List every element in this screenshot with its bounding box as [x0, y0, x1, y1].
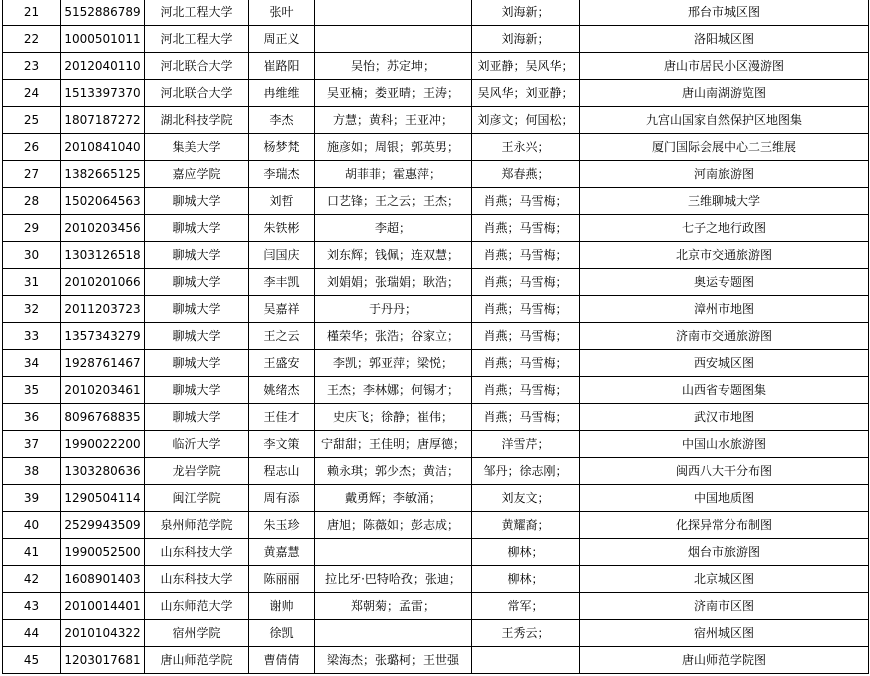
row-number-cell: 42 — [3, 566, 61, 593]
entry-id-cell: 2010104322 — [61, 620, 145, 647]
work-title-cell: 烟台市旅游图 — [580, 539, 869, 566]
row-number-cell: 21 — [3, 0, 61, 26]
members-cell: 刘娟娟；张瑞娟；耿浩； — [315, 269, 472, 296]
advisors-cell: 肖燕；马雪梅； — [472, 404, 580, 431]
row-number-cell: 27 — [3, 161, 61, 188]
entry-id-cell: 8096768835 — [61, 404, 145, 431]
members-cell: 戴勇辉；李敏涌； — [315, 485, 472, 512]
table-row — [3, 296, 869, 323]
advisors-cell: 郑春燕； — [472, 161, 580, 188]
advisors-cell: 常军； — [472, 593, 580, 620]
leader-cell: 李瑞杰 — [249, 161, 315, 188]
table-row — [3, 458, 869, 485]
advisors-cell: 柳林； — [472, 566, 580, 593]
entry-id-cell: 1608901403 — [61, 566, 145, 593]
entry-id-cell: 1303280636 — [61, 458, 145, 485]
row-number-cell: 23 — [3, 53, 61, 80]
table-row — [3, 53, 869, 80]
school-cell: 龙岩学院 — [145, 458, 249, 485]
school-cell: 山东科技大学 — [145, 539, 249, 566]
leader-cell: 崔路阳 — [249, 53, 315, 80]
work-title-cell: 中国山水旅游图 — [580, 431, 869, 458]
members-cell: 吴怡；苏定坤； — [315, 53, 472, 80]
table-row — [3, 566, 869, 593]
entry-id-cell: 1290504114 — [61, 485, 145, 512]
row-number-cell: 22 — [3, 26, 61, 53]
members-cell: 李凯；郭亚萍；梁悦； — [315, 350, 472, 377]
advisors-cell: 黄耀裔； — [472, 512, 580, 539]
members-cell — [315, 620, 472, 647]
school-cell: 聊城大学 — [145, 242, 249, 269]
leader-cell: 李杰 — [249, 107, 315, 134]
advisors-cell: 刘友文； — [472, 485, 580, 512]
table-row — [3, 161, 869, 188]
work-title-cell: 邢台市城区图 — [580, 0, 869, 26]
leader-cell: 谢帅 — [249, 593, 315, 620]
members-cell: 拉比牙·巴特哈孜；张迪； — [315, 566, 472, 593]
work-title-cell: 河南旅游图 — [580, 161, 869, 188]
leader-cell: 王盛安 — [249, 350, 315, 377]
roster-body — [3, 0, 869, 674]
table-row — [3, 350, 869, 377]
members-cell — [315, 539, 472, 566]
advisors-cell: 肖燕；马雪梅； — [472, 269, 580, 296]
leader-cell: 冉维维 — [249, 80, 315, 107]
school-cell: 聊城大学 — [145, 323, 249, 350]
row-number-cell: 34 — [3, 350, 61, 377]
leader-cell: 周有添 — [249, 485, 315, 512]
row-number-cell: 29 — [3, 215, 61, 242]
work-title-cell: 宿州城区图 — [580, 620, 869, 647]
entry-id-cell: 1928761467 — [61, 350, 145, 377]
table-row — [3, 0, 869, 26]
school-cell: 嘉应学院 — [145, 161, 249, 188]
work-title-cell: 九宫山国家自然保护区地图集 — [580, 107, 869, 134]
work-title-cell: 中国地质图 — [580, 485, 869, 512]
advisors-cell: 刘海新； — [472, 0, 580, 26]
work-title-cell: 唐山师范学院图 — [580, 647, 869, 674]
row-number-cell: 28 — [3, 188, 61, 215]
advisors-cell: 刘海新； — [472, 26, 580, 53]
entry-id-cell: 1990052500 — [61, 539, 145, 566]
row-number-cell: 37 — [3, 431, 61, 458]
table-row — [3, 80, 869, 107]
school-cell: 聊城大学 — [145, 404, 249, 431]
entry-id-cell: 2010201066 — [61, 269, 145, 296]
table-row — [3, 215, 869, 242]
members-cell: 王杰；李林娜；何锡才； — [315, 377, 472, 404]
table-row — [3, 134, 869, 161]
leader-cell: 程志山 — [249, 458, 315, 485]
advisors-cell: 肖燕；马雪梅； — [472, 323, 580, 350]
row-number-cell: 43 — [3, 593, 61, 620]
leader-cell: 姚绪杰 — [249, 377, 315, 404]
table-row — [3, 647, 869, 674]
school-cell: 聊城大学 — [145, 296, 249, 323]
entry-id-cell: 2012040110 — [61, 53, 145, 80]
work-title-cell: 济南市区图 — [580, 593, 869, 620]
leader-cell: 黄嘉慧 — [249, 539, 315, 566]
table-row — [3, 593, 869, 620]
entry-id-cell: 1990022200 — [61, 431, 145, 458]
members-cell — [315, 0, 472, 26]
school-cell: 河北联合大学 — [145, 53, 249, 80]
entry-id-cell: 2010014401 — [61, 593, 145, 620]
members-cell: 施彦如；周银；郭英男； — [315, 134, 472, 161]
entry-id-cell: 2010841040 — [61, 134, 145, 161]
leader-cell: 刘哲 — [249, 188, 315, 215]
advisors-cell: 肖燕；马雪梅； — [472, 242, 580, 269]
table-row — [3, 242, 869, 269]
table-row — [3, 539, 869, 566]
advisors-cell: 洋雪芹； — [472, 431, 580, 458]
leader-cell: 杨梦梵 — [249, 134, 315, 161]
row-number-cell: 44 — [3, 620, 61, 647]
leader-cell: 李文策 — [249, 431, 315, 458]
entry-id-cell: 1303126518 — [61, 242, 145, 269]
leader-cell: 朱玉珍 — [249, 512, 315, 539]
leader-cell: 朱铁彬 — [249, 215, 315, 242]
work-title-cell: 三维聊城大学 — [580, 188, 869, 215]
leader-cell: 周正义 — [249, 26, 315, 53]
school-cell: 唐山师范学院 — [145, 647, 249, 674]
row-number-cell: 32 — [3, 296, 61, 323]
advisors-cell: 肖燕；马雪梅； — [472, 296, 580, 323]
school-cell: 聊城大学 — [145, 350, 249, 377]
members-cell: 槿荣华；张浩；谷家立； — [315, 323, 472, 350]
row-number-cell: 25 — [3, 107, 61, 134]
members-cell: 李超； — [315, 215, 472, 242]
members-cell: 胡菲菲；霍惠萍； — [315, 161, 472, 188]
school-cell: 河北工程大学 — [145, 0, 249, 26]
table-row — [3, 485, 869, 512]
members-cell: 于丹丹； — [315, 296, 472, 323]
entry-id-cell: 2529943509 — [61, 512, 145, 539]
school-cell: 聊城大学 — [145, 269, 249, 296]
row-number-cell: 41 — [3, 539, 61, 566]
school-cell: 宿州学院 — [145, 620, 249, 647]
advisors-cell: 王永兴； — [472, 134, 580, 161]
advisors-cell: 肖燕；马雪梅； — [472, 350, 580, 377]
work-title-cell: 闽西八大干分布图 — [580, 458, 869, 485]
table-row — [3, 404, 869, 431]
work-title-cell: 化探异常分布制图 — [580, 512, 869, 539]
row-number-cell: 33 — [3, 323, 61, 350]
row-number-cell: 35 — [3, 377, 61, 404]
school-cell: 聊城大学 — [145, 188, 249, 215]
table-row — [3, 269, 869, 296]
leader-cell: 曹倩倩 — [249, 647, 315, 674]
advisors-cell: 刘亚静；吴风华； — [472, 53, 580, 80]
work-title-cell: 北京城区图 — [580, 566, 869, 593]
leader-cell: 王之云 — [249, 323, 315, 350]
members-cell: 史庆飞；徐静；崔伟； — [315, 404, 472, 431]
work-title-cell: 七子之地行政图 — [580, 215, 869, 242]
school-cell: 临沂大学 — [145, 431, 249, 458]
school-cell: 泉州师范学院 — [145, 512, 249, 539]
members-cell: 口艺锋；王之云；王杰； — [315, 188, 472, 215]
entry-id-cell: 5152886789 — [61, 0, 145, 26]
members-cell: 宁甜甜；王佳明；唐厚德； — [315, 431, 472, 458]
entry-id-cell: 2010203461 — [61, 377, 145, 404]
row-number-cell: 38 — [3, 458, 61, 485]
entry-id-cell: 1000501011 — [61, 26, 145, 53]
entry-id-cell: 1203017681 — [61, 647, 145, 674]
work-title-cell: 唐山市居民小区漫游图 — [580, 53, 869, 80]
table-row — [3, 431, 869, 458]
work-title-cell: 山西省专题图集 — [580, 377, 869, 404]
advisors-cell — [472, 647, 580, 674]
table-row — [3, 26, 869, 53]
work-title-cell: 唐山南湖游览图 — [580, 80, 869, 107]
leader-cell: 徐凯 — [249, 620, 315, 647]
table-row — [3, 107, 869, 134]
school-cell: 山东科技大学 — [145, 566, 249, 593]
members-cell: 郑朝菊；孟雷； — [315, 593, 472, 620]
roster-table — [2, 0, 869, 674]
school-cell: 湖北科技学院 — [145, 107, 249, 134]
work-title-cell: 洛阳城区图 — [580, 26, 869, 53]
work-title-cell: 北京市交通旅游图 — [580, 242, 869, 269]
advisors-cell: 邹丹；徐志刚； — [472, 458, 580, 485]
school-cell: 河北工程大学 — [145, 26, 249, 53]
entry-id-cell: 1382665125 — [61, 161, 145, 188]
work-title-cell: 漳州市地图 — [580, 296, 869, 323]
advisors-cell: 肖燕；马雪梅； — [472, 215, 580, 242]
row-number-cell: 26 — [3, 134, 61, 161]
entry-id-cell: 1357343279 — [61, 323, 145, 350]
members-cell — [315, 26, 472, 53]
members-cell: 赖永琪；郭少杰；黄洁； — [315, 458, 472, 485]
entry-id-cell: 1513397370 — [61, 80, 145, 107]
row-number-cell: 24 — [3, 80, 61, 107]
row-number-cell: 40 — [3, 512, 61, 539]
entry-id-cell: 1807187272 — [61, 107, 145, 134]
table-row — [3, 188, 869, 215]
entry-id-cell: 2011203723 — [61, 296, 145, 323]
members-cell: 方慧；黄科；王亚冲； — [315, 107, 472, 134]
advisors-cell: 刘彦文；何国松； — [472, 107, 580, 134]
work-title-cell: 奥运专题图 — [580, 269, 869, 296]
row-number-cell: 30 — [3, 242, 61, 269]
members-cell: 刘东辉；钱佩；连双慧； — [315, 242, 472, 269]
row-number-cell: 45 — [3, 647, 61, 674]
members-cell: 吴亚楠；娄亚晴；王涛； — [315, 80, 472, 107]
row-number-cell: 36 — [3, 404, 61, 431]
table-row — [3, 620, 869, 647]
table-row — [3, 512, 869, 539]
advisors-cell: 肖燕；马雪梅； — [472, 188, 580, 215]
leader-cell: 吴嘉祥 — [249, 296, 315, 323]
work-title-cell: 西安城区图 — [580, 350, 869, 377]
leader-cell: 陈丽丽 — [249, 566, 315, 593]
leader-cell: 王佳才 — [249, 404, 315, 431]
leader-cell: 闫国庆 — [249, 242, 315, 269]
school-cell: 山东师范大学 — [145, 593, 249, 620]
table-row — [3, 377, 869, 404]
school-cell: 河北联合大学 — [145, 80, 249, 107]
row-number-cell: 31 — [3, 269, 61, 296]
work-title-cell: 济南市交通旅游图 — [580, 323, 869, 350]
entry-id-cell: 2010203456 — [61, 215, 145, 242]
school-cell: 闽江学院 — [145, 485, 249, 512]
members-cell: 梁海杰；张璐柯；王世强 — [315, 647, 472, 674]
table-row — [3, 323, 869, 350]
leader-cell: 李丰凯 — [249, 269, 315, 296]
school-cell: 聊城大学 — [145, 215, 249, 242]
advisors-cell: 肖燕；马雪梅； — [472, 377, 580, 404]
entry-id-cell: 1502064563 — [61, 188, 145, 215]
members-cell: 唐旭；陈薇如；彭志成； — [315, 512, 472, 539]
row-number-cell: 39 — [3, 485, 61, 512]
work-title-cell: 厦门国际会展中心二三维展 — [580, 134, 869, 161]
advisors-cell: 王秀云； — [472, 620, 580, 647]
school-cell: 聊城大学 — [145, 377, 249, 404]
school-cell: 集美大学 — [145, 134, 249, 161]
advisors-cell: 柳林； — [472, 539, 580, 566]
work-title-cell: 武汉市地图 — [580, 404, 869, 431]
leader-cell: 张叶 — [249, 0, 315, 26]
advisors-cell: 吴风华；刘亚静； — [472, 80, 580, 107]
